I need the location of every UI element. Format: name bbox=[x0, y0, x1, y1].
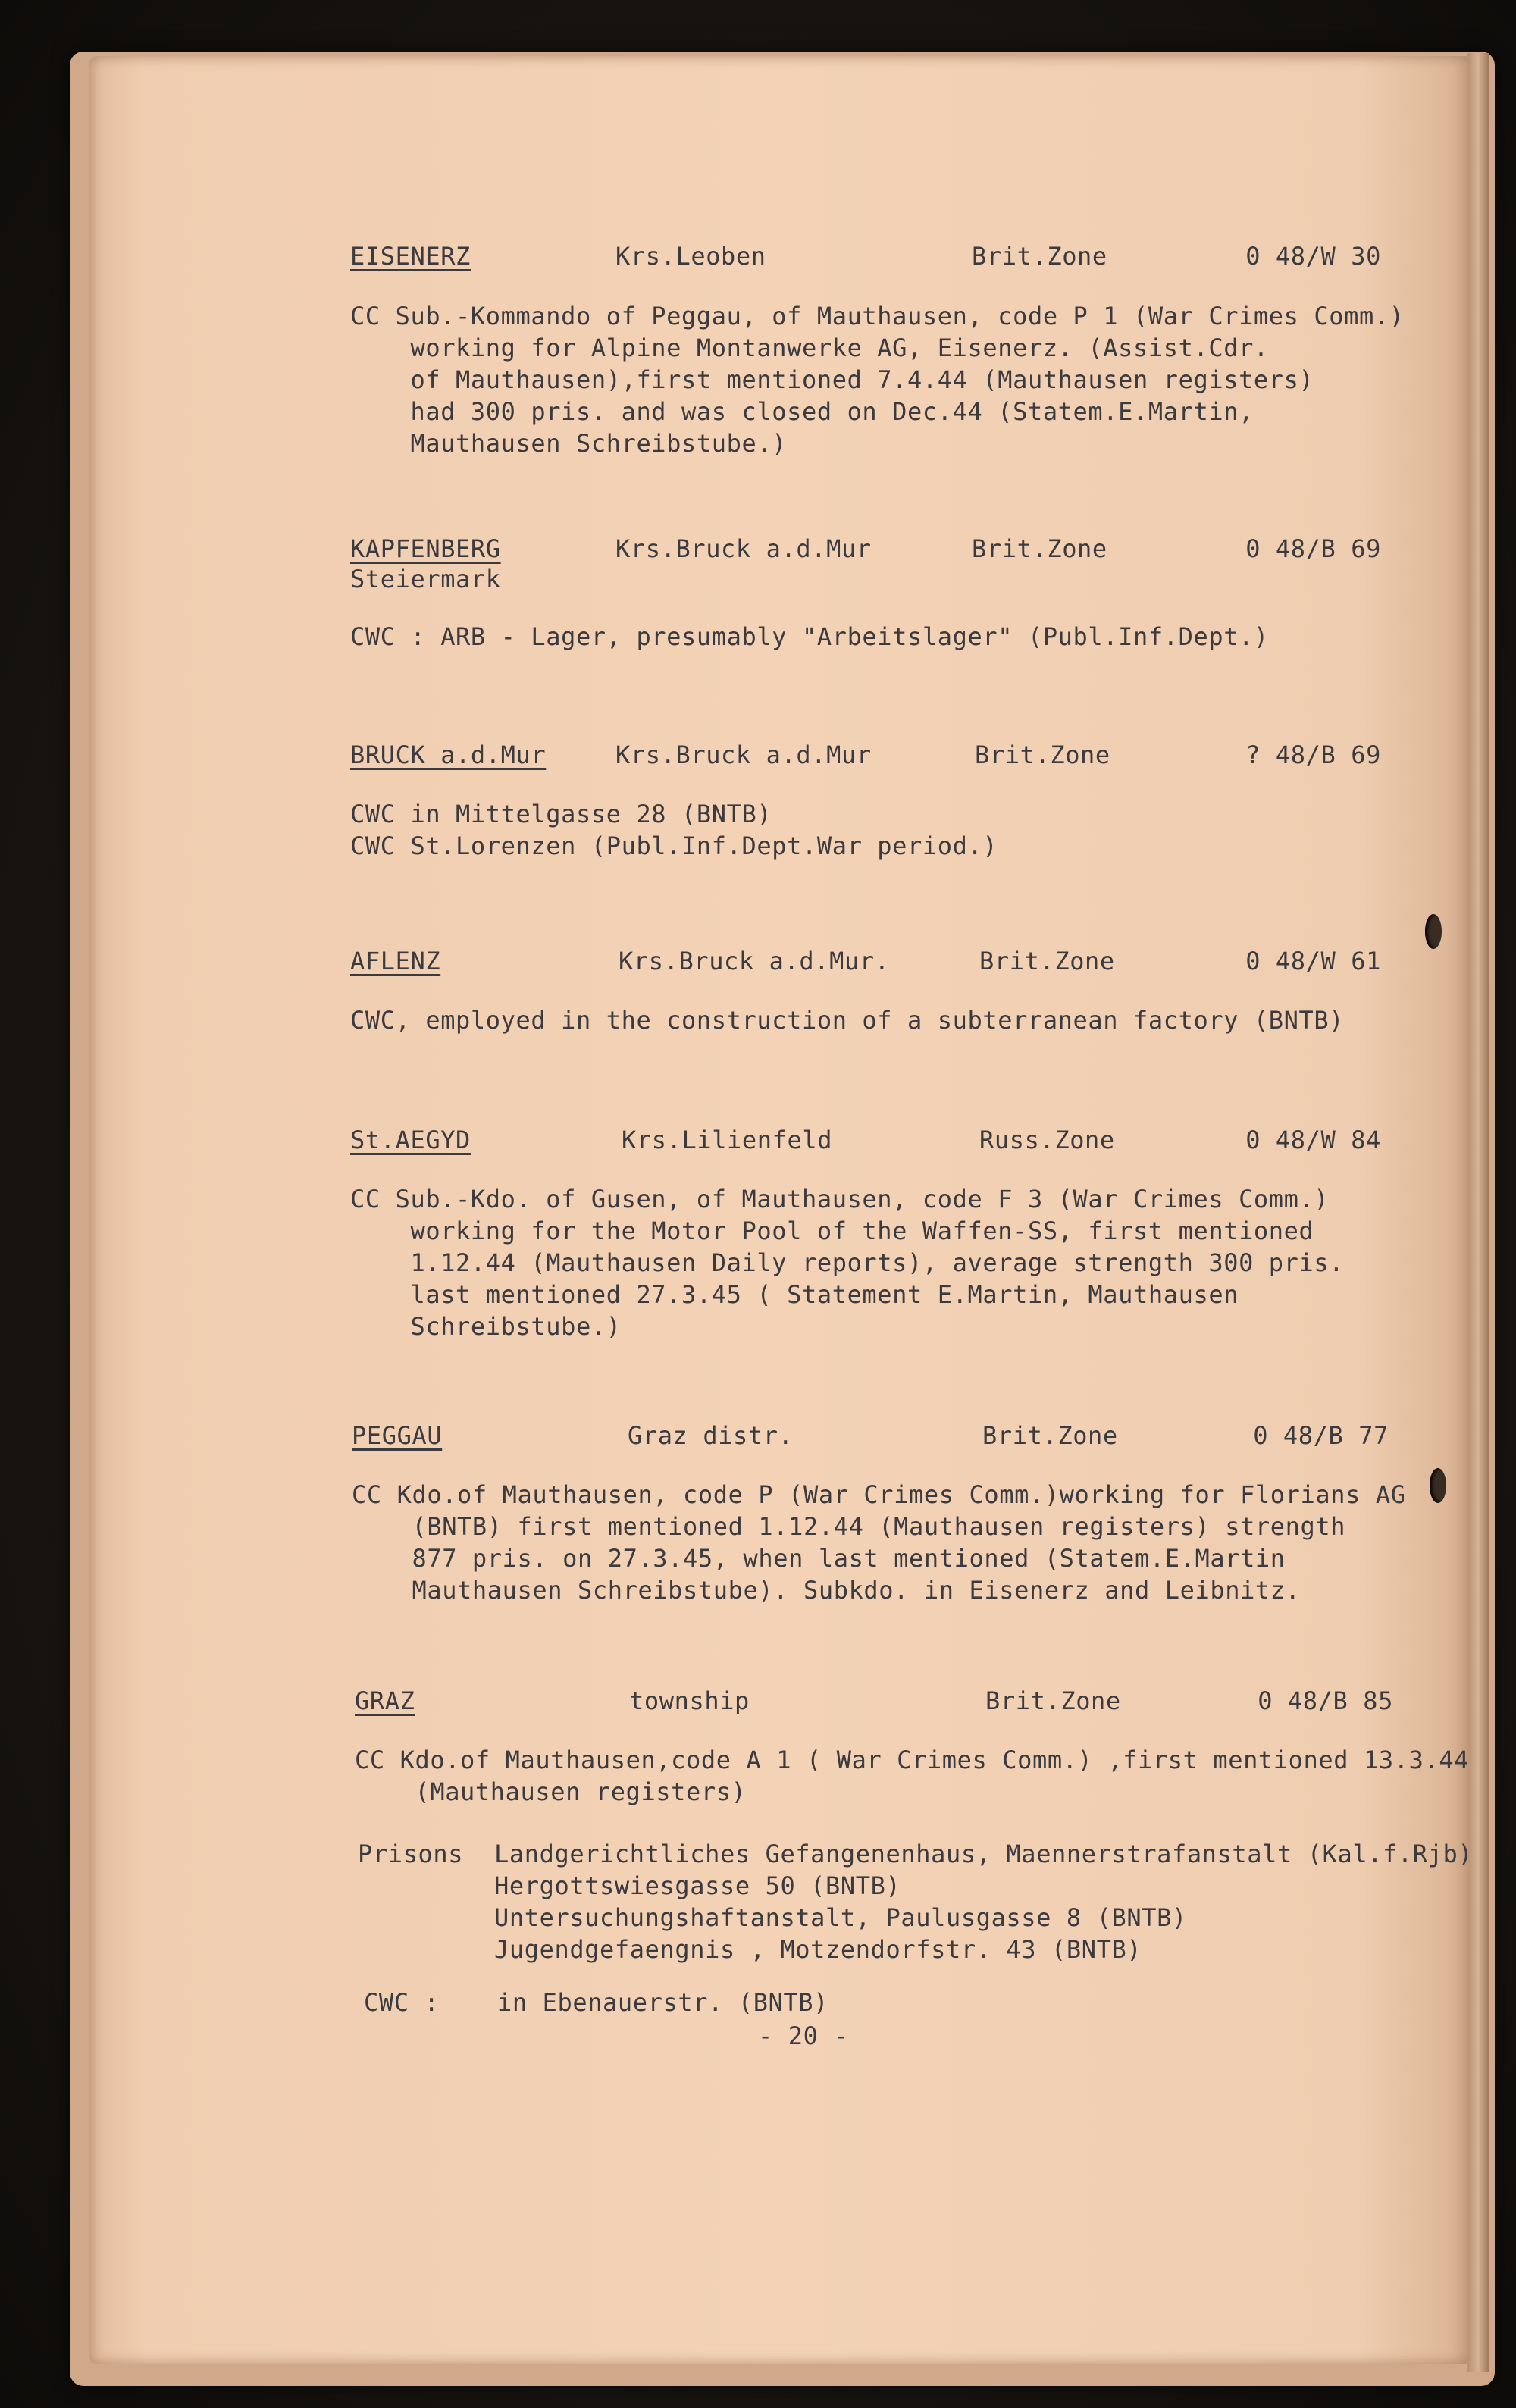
reference-code: 0 48/B 69 bbox=[1245, 534, 1381, 563]
entry-line: CWC : ARB - Lager, presumably "Arbeitslager" (Publ.Inf.Dept.) bbox=[350, 622, 1269, 651]
entry-line: CC Sub.-Kommando of Peggau, of Mauthausen, code P 1 (War Crimes Comm.) bbox=[350, 302, 1405, 330]
entry-line: CC Kdo.of Mauthausen,code A 1 ( War Crimes Comm.) ,first mentioned 13.3.44 bbox=[355, 1746, 1470, 1774]
entry-line: of Mauthausen),first mentioned 7.4.44 (Mauthausen registers) bbox=[350, 365, 1314, 394]
reference-code: 0 48/W 30 bbox=[1245, 242, 1381, 271]
entry-line: (BNTB) first mentioned 1.12.44 (Mauthausen registers) strength bbox=[352, 1512, 1346, 1541]
entry-line: CWC St.Lorenzen (Publ.Inf.Dept.War period.) bbox=[350, 831, 998, 860]
punch-hole bbox=[1425, 914, 1442, 949]
place-name: EISENERZ bbox=[350, 242, 471, 271]
district: Krs.Bruck a.d.Mur bbox=[615, 534, 872, 563]
district: Graz distr. bbox=[628, 1421, 794, 1450]
zone: Russ.Zone bbox=[979, 1126, 1115, 1154]
district: Krs.Lilienfeld bbox=[622, 1126, 833, 1154]
place-name: AFLENZ bbox=[350, 947, 441, 975]
reference-code: 0 48/W 84 bbox=[1245, 1126, 1381, 1154]
punch-hole bbox=[1430, 1468, 1446, 1503]
entry-line: (Mauthausen registers) bbox=[355, 1777, 747, 1806]
prisons-label: Prisons bbox=[358, 1840, 464, 1868]
zone: Brit.Zone bbox=[982, 1421, 1118, 1450]
entry-line: had 300 pris. and was closed on Dec.44 (Statem.E.Martin, bbox=[350, 397, 1254, 426]
district: township bbox=[629, 1686, 750, 1715]
entry-line: CWC, employed in the construction of a subterranean factory (BNTB) bbox=[350, 1006, 1345, 1035]
cwc-line: in Ebenauerstr. (BNTB) bbox=[497, 1988, 829, 2017]
entry-line: last mentioned 27.3.45 ( Statement E.Martin, Mauthausen bbox=[350, 1280, 1239, 1309]
district: Krs.Bruck a.d.Mur bbox=[615, 741, 872, 769]
prison-line: Jugendgefaengnis , Motzendorfstr. 43 (BNTB) bbox=[494, 1935, 1142, 1964]
reference-code: 0 48/W 61 bbox=[1245, 947, 1381, 975]
entry-line: 877 pris. on 27.3.45, when last mentioned (Statem.E.Martin bbox=[352, 1544, 1286, 1573]
place-name: KAPFENBERG bbox=[350, 534, 501, 563]
prison-line: Untersuchungshaftanstalt, Paulusgasse 8 (BNTB) bbox=[494, 1903, 1187, 1932]
entry-line: working for Alpine Montanwerke AG, Eisenerz. (Assist.Cdr. bbox=[350, 333, 1269, 362]
zone: Brit.Zone bbox=[979, 947, 1115, 975]
binding-edge bbox=[1467, 53, 1489, 2372]
prison-line: Hergottswiesgasse 50 (BNTB) bbox=[494, 1871, 901, 1900]
zone: Brit.Zone bbox=[972, 242, 1107, 271]
reference-code: 0 48/B 77 bbox=[1253, 1421, 1389, 1450]
entry-line: Schreibstube.) bbox=[350, 1312, 622, 1341]
entry-line: 1.12.44 (Mauthausen Daily reports), average strength 300 pris. bbox=[350, 1248, 1345, 1277]
entry-line: CC Kdo.of Mauthausen, code P (War Crimes Comm.)working for Florians AG bbox=[352, 1480, 1406, 1509]
district: Krs.Leoben bbox=[615, 242, 766, 271]
reference-code: 0 48/B 85 bbox=[1258, 1686, 1393, 1715]
place-name: St.AEGYD bbox=[350, 1126, 471, 1154]
cwc-label: CWC : bbox=[364, 1988, 440, 2017]
entry-line: Mauthausen Schreibstube.) bbox=[350, 429, 788, 458]
zone: Brit.Zone bbox=[975, 741, 1110, 769]
place-name: GRAZ bbox=[355, 1686, 415, 1715]
entry-line: CWC in Mittelgasse 28 (BNTB) bbox=[350, 800, 772, 828]
district: Krs.Bruck a.d.Mur. bbox=[619, 947, 890, 975]
place-name: BRUCK a.d.Mur bbox=[350, 741, 547, 769]
page-number: - 20 - bbox=[758, 2021, 849, 2050]
reference-code: ? 48/B 69 bbox=[1245, 741, 1381, 769]
zone: Brit.Zone bbox=[972, 534, 1107, 563]
prison-line: Landgerichtliches Gefangenenhaus, Maennerstrafanstalt (Kal.f.Rjb) bbox=[494, 1840, 1474, 1868]
entry-line: working for the Motor Pool of the Waffen-SS, first mentioned bbox=[350, 1217, 1314, 1245]
zone: Brit.Zone bbox=[985, 1686, 1121, 1715]
entry-line: Mauthausen Schreibstube). Subkdo. in Eisenerz and Leibnitz. bbox=[352, 1576, 1301, 1605]
place-subtitle: Steiermark bbox=[350, 565, 501, 593]
place-name: PEGGAU bbox=[352, 1421, 443, 1450]
entry-line: CC Sub.-Kdo. of Gusen, of Mauthausen, code F 3 (War Crimes Comm.) bbox=[350, 1185, 1330, 1213]
